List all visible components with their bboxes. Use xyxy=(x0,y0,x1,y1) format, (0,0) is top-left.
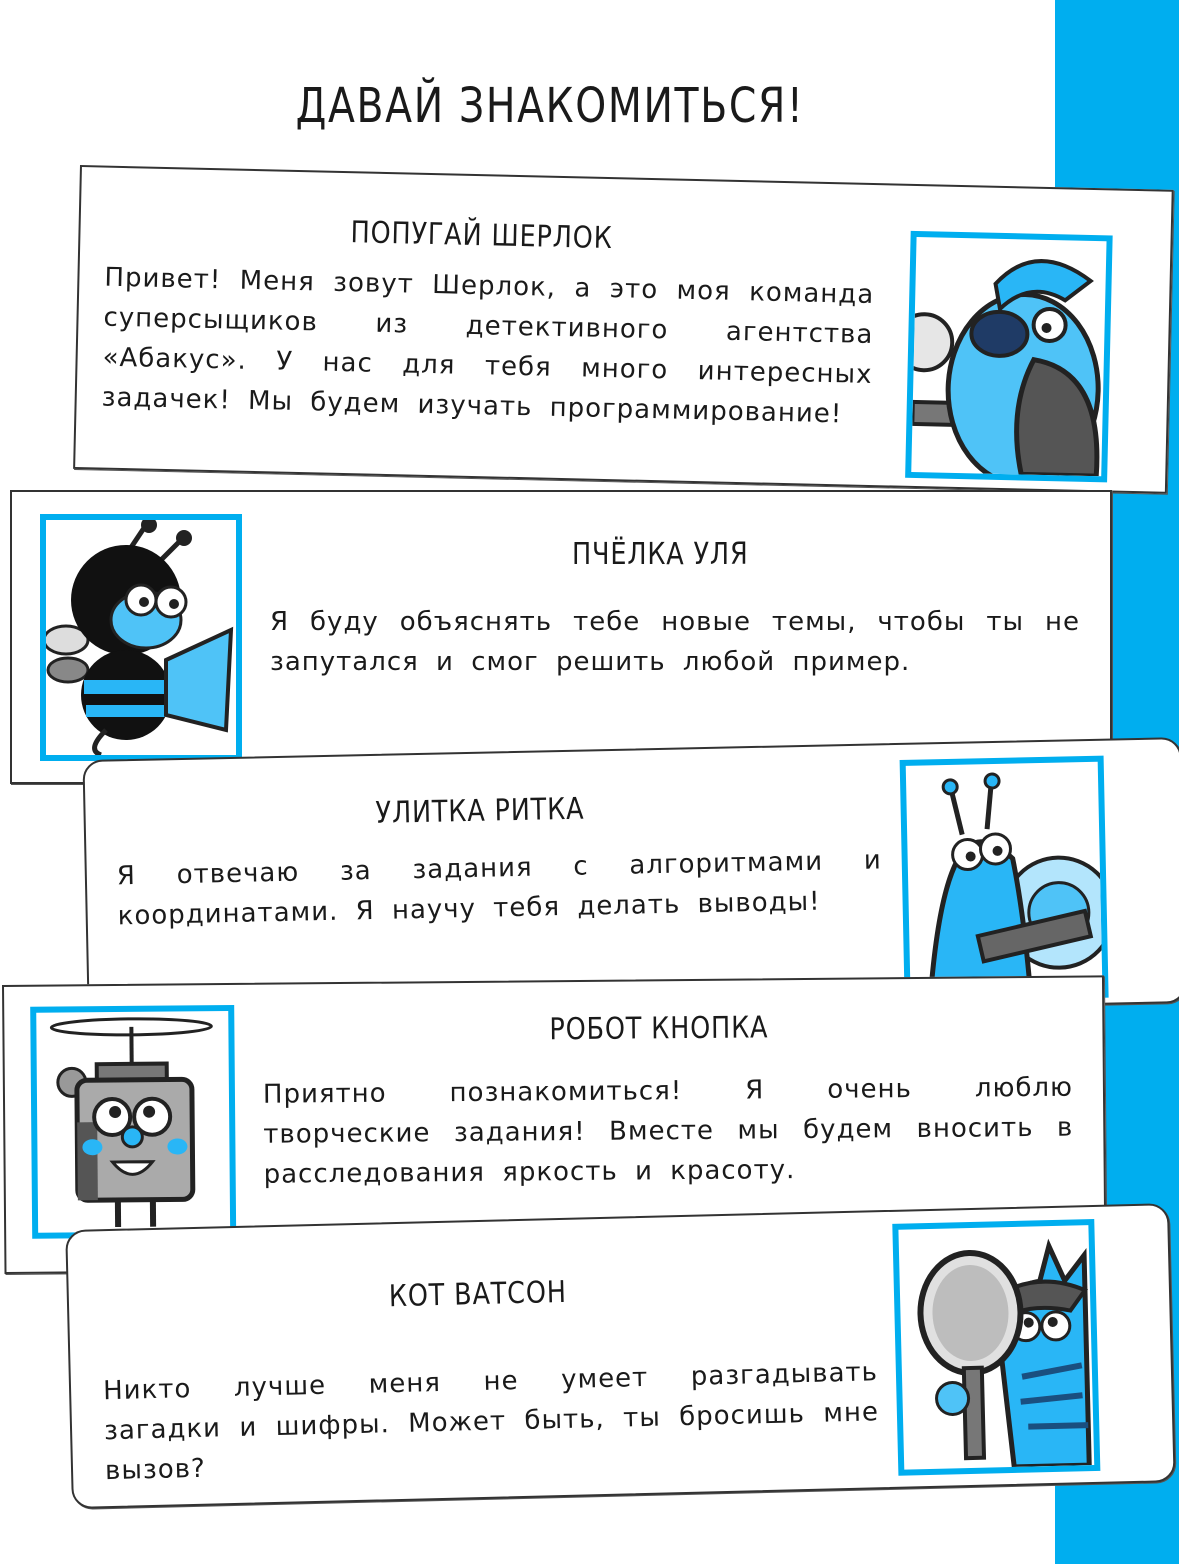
cat-magnifier-icon xyxy=(898,1225,1094,1470)
card-text: Приятно познакомиться! Я очень люблю творческие задания! Вместе мы будем вносить в расследования яркость и красоту. xyxy=(262,1072,1074,1190)
character-card-bee xyxy=(10,490,1112,784)
card-text: Я отвечаю за задания с алгоритмами и координатами. Я научу тебя делать выводы! xyxy=(116,845,883,932)
card-heading: ПЧЁЛКА УЛЯ xyxy=(572,537,749,572)
page-title: ДАВАЙ ЗНАКОМИТЬСЯ! xyxy=(295,78,805,134)
robot-propeller-icon xyxy=(36,1011,230,1233)
card-heading: КОТ ВАТСОН xyxy=(388,1274,568,1315)
character-frame xyxy=(30,1005,236,1239)
character-frame xyxy=(905,231,1113,483)
character-frame xyxy=(40,514,242,761)
character-card-cat xyxy=(65,1203,1175,1509)
card-heading: ПОПУГАЙ ШЕРЛОК xyxy=(350,215,614,257)
snail-telescope-icon xyxy=(906,762,1103,996)
bee-reading-icon xyxy=(46,520,236,755)
card-heading: РОБОТ КНОПКА xyxy=(549,1010,769,1048)
card-text: Никто лучше меня не умеет разгадывать загадки и шифры. Может быть, ты бросишь мне вызов? xyxy=(102,1357,880,1487)
character-frame xyxy=(900,756,1109,1002)
card-text: Я буду объяснять тебе новые темы, чтобы ты не запутался и смог решить любой пример. xyxy=(270,607,1080,677)
parrot-detective-icon xyxy=(911,237,1106,476)
character-card-parrot xyxy=(73,165,1174,494)
character-frame xyxy=(892,1219,1100,1476)
card-heading: УЛИТКА РИТКА xyxy=(375,791,585,831)
card-text: Привет! Меня зовут Шерлок, а это моя команда суперсыщиков из детективного агентства «Абакус». У нас для тебя много интересных задачек! Мы будем изучать программирование! xyxy=(101,262,875,430)
